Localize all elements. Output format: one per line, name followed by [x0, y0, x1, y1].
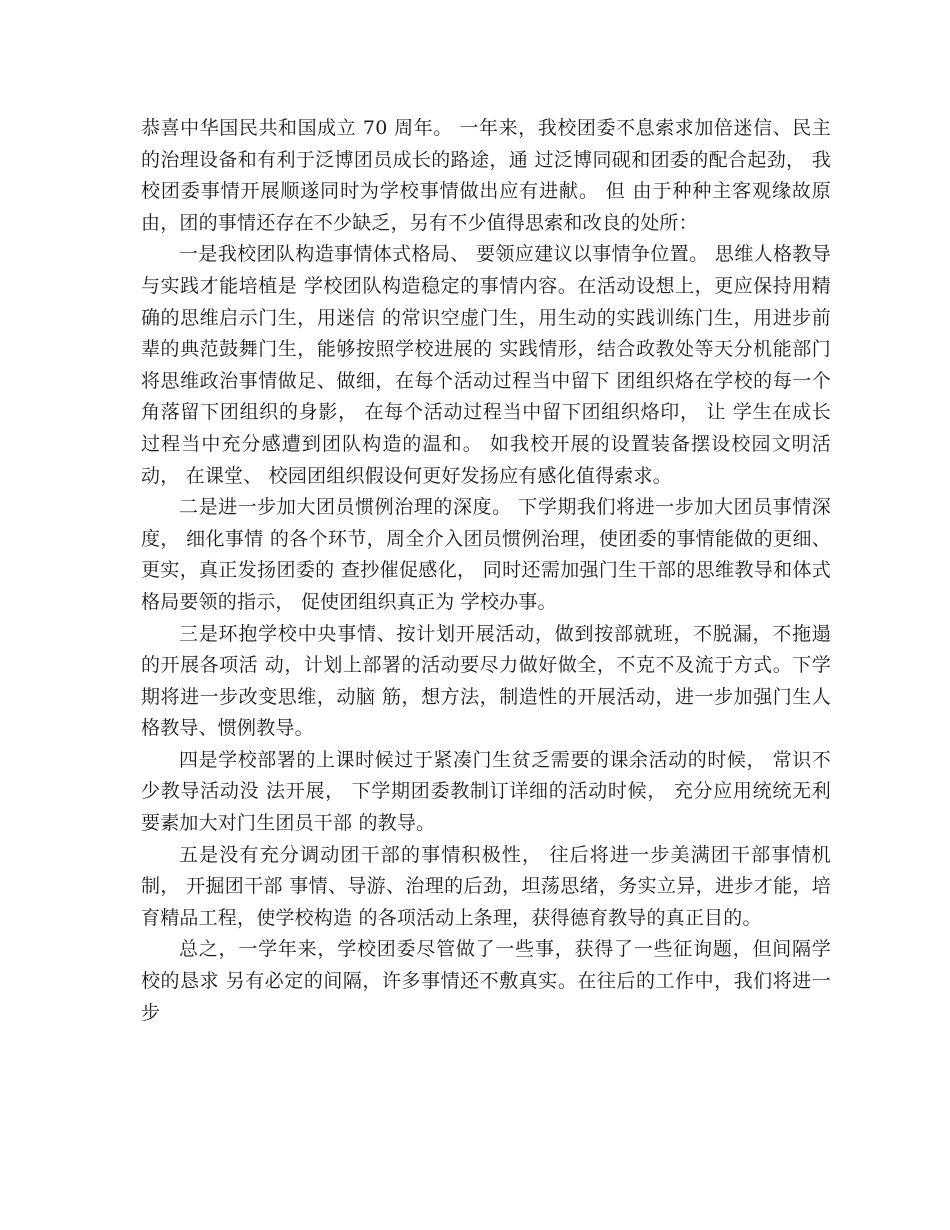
document-body	[141, 113, 831, 1029]
paragraph-point-five: 五是没有充分调动团干部的事情积极性， 往后将进一步美满团干部事情机制， 开掘团干部 事情、导游、治理的后劲，坦荡思绪，务实立异，进步才能，培育精品工程，使学校构造 的各项活动上条理，获得德育教导的真正目的。	[141, 843, 831, 929]
paragraph-point-four: 四是学校部署的上课时候过于紧凑门生贫乏需要的课余活动的时候， 常识不少教导活动没 法开展， 下学期团委教制订详细的活动时候， 充分应用统统无利要素加大对门生团员干部 的教导。	[141, 748, 831, 835]
paragraph-intro: 恭喜中华国民共和国成立 70 周年。 一年来，我校团委不息索求加倍迷信、民主的治理设备和有利于泛博团员成长的路途，通 过泛博同砚和团委的配合起劲， 我校团委事情开展顺遂同时为学校事情做出应有进献。 但 由于种种主客观缘故原由，团的事情还存在不少缺乏，另有不少值得思索和改良的处所：	[141, 117, 831, 234]
paragraph-summary: 总之，一学年来，学校团委尽管做了一些事，获得了一些征询题，但间隔学校的恳求 另有必定的间隔，许多事情还不敷真实。在往后的工作中，我们将进一步	[141, 938, 831, 1024]
paragraph-point-three: 三是环抱学校中央事情、按计划开展活动，做到按部就班，不脱漏，不拖遢的开展各项活 动，计划上部署的活动要尽力做好做全，不克不及流于方式。下学期将进一步改变思维，动脑 筋，想方法，制造性的开展活动，进一步加强门生人格教导、惯例教导。	[141, 622, 831, 740]
paragraph-point-one: 一是我校团队构造事情体式格局、 要领应建议以事情争位置。 思维人格教导与实践才能培植是 学校团队构造稳定的事情内容。在活动设想上，更应保持用精确的思维启示门生，用迷信 的常识空虚门生，用生动的实践训练门生，用进步前辈的典范鼓舞门生，能够按照学校进展的 实践情形，结合政教处等天分机能部门将思维政治事情做足、做细，在每个活动过程当中留下 团组织烙在学校的每一个角落留下团组织的身影， 在每个活动过程当中留下团组织烙印， 让 学生在成长过程当中充分感遭到团队构造的温和。 如我校开展的设置装备摆设校园文明活动， 在课堂、 校园团组织假设何更好发扬应有感化值得索求。	[141, 243, 831, 487]
paragraph-point-two: 二是进一步加大团员惯例治理的深度。 下学期我们将进一步加大团员事情深度， 细化事情 的各个环节，周全介入团员惯例治理，使团委的事情能做的更细、更实，真正发扬团委的 查抄催促感化， 同时还需加强门生干部的思维教导和体式格局要领的指示， 促使团组织真正为 学校办事。	[141, 496, 831, 613]
